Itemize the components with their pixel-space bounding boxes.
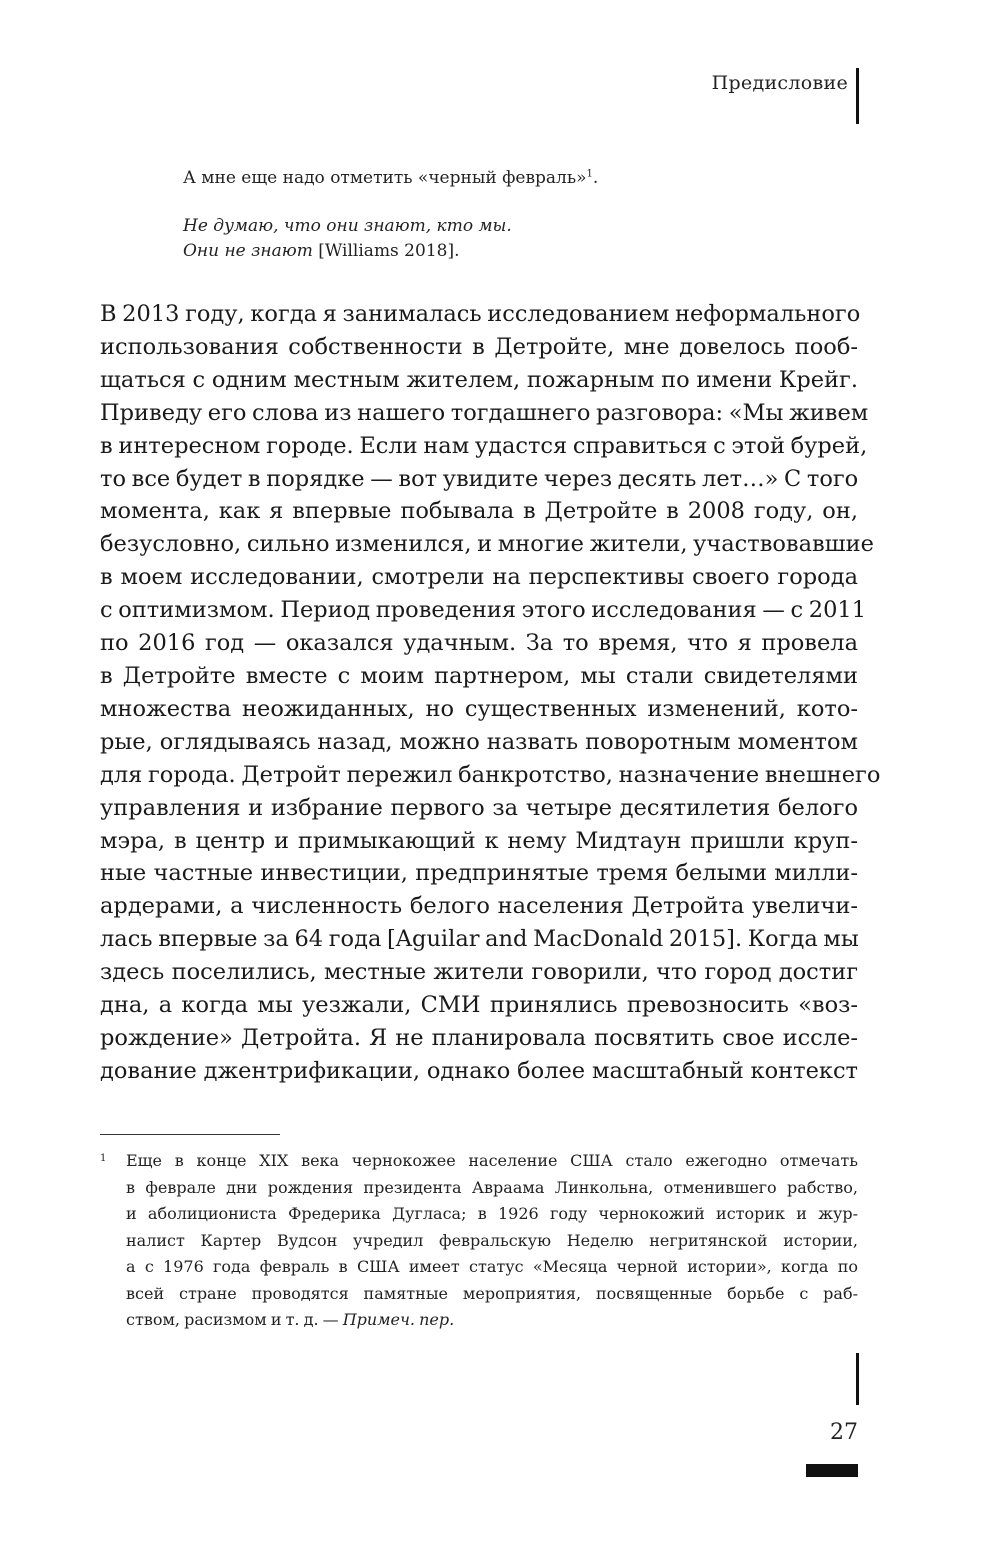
footnote-reference: 1 — [586, 168, 593, 180]
footnote-line: всей стране проводятся памятные мероприятия, посвященные борьбе с раб- — [126, 1283, 858, 1303]
footnote-line: в феврале дни рождения президента Авраама Линкольна, отменившего рабство, — [126, 1177, 858, 1197]
body-line: дование джентрификации, однако более масштабный контекст — [100, 1057, 858, 1084]
header-vertical-rule — [856, 68, 859, 124]
body-line: безусловно, сильно изменился, и многие жители, участвовавшие — [100, 531, 874, 558]
body-line: для города. Детройт пережил банкротство, назначение внешнего — [100, 761, 881, 788]
body-line: мэра, в центр и примыкающий к нему Мидтаун пришли круп- — [100, 827, 858, 854]
body-line: Приведу его слова из нашего тогдашнего разговора: «Мы живем — [100, 399, 869, 426]
body-line: в интересном городе. Если нам удастся справиться с этой бурей, — [100, 432, 868, 459]
footnote-line: и аболициониста Фредерика Дугласа; в 1926 году чернокожий историк и жур- — [126, 1204, 858, 1223]
body-line: ардерами, а численность белого населения Детройта увеличи- — [100, 893, 858, 920]
body-line: по 2016 год — оказался удачным. За то время, что я провела — [100, 630, 858, 657]
body-line: дна, а когда мы уезжали, СМИ принялись превозносить «воз- — [100, 992, 858, 1019]
page-number: 27 — [830, 1420, 858, 1445]
footnote-line — [126, 1307, 858, 1334]
footnote-translator-note: Примеч. пер. — [342, 1310, 455, 1329]
epigraph-citation: [Williams 2018]. — [312, 241, 460, 261]
footnote-last-text: ством, расизмом и т. д. — — [126, 1310, 343, 1329]
body-line: с оптимизмом. Период проведения этого исследования — с 2011 — [100, 597, 867, 624]
body-line: использования собственности в Детройте, мне довелось пооб- — [100, 333, 858, 360]
body-line: множества неожиданных, но существенных изменений, кото- — [100, 695, 858, 722]
footnote-separator — [100, 1134, 280, 1135]
footnote — [100, 1148, 858, 1334]
epigraph-quote-line-1: Не думаю, что они знают, кто мы. — [183, 216, 512, 236]
epigraph-quote-line-2 — [183, 239, 783, 264]
main-text — [100, 298, 881, 1088]
footer-vertical-rule — [856, 1353, 859, 1405]
body-line: момента, как я впервые побывала в Детройте в 2008 году, он, — [100, 498, 858, 525]
epigraph-quote-italic: Они не знают — [183, 241, 313, 261]
running-head: Предисловие — [711, 72, 848, 94]
epigraph — [183, 166, 783, 264]
body-line: здесь поселились, местные жители говорили, что город достиг — [100, 959, 858, 986]
body-line: В 2013 году, когда я занималась исследованием неформального — [100, 301, 861, 327]
footnote-marker: 1 — [100, 1153, 107, 1164]
page-number-bar — [806, 1464, 858, 1477]
body-line: то все будет в порядке — вот увидите через десять лет…» С того — [100, 465, 859, 492]
footnote-line: налист Картер Вудсон учредил февральскую Неделю негритянской истории, — [126, 1230, 858, 1250]
epigraph-line-1-end: . — [592, 168, 599, 188]
body-line: управления и избрание первого за четыре десятилетия белого — [100, 794, 858, 821]
body-line: рые, оглядываясь назад, можно назвать поворотным моментом — [100, 728, 858, 755]
body-line: щаться с одним местным жителем, пожарным по имени Крейг. — [100, 366, 858, 393]
epigraph-line-1-text: А мне еще надо отметить «черный февраль» — [183, 168, 587, 188]
epigraph-line-1 — [183, 166, 783, 191]
body-line: ные частные инвестиции, предпринятые тремя белыми милли- — [100, 860, 858, 887]
footnote-line: Еще в конце XIX века чернокожее население США стало ежегодно отмечать — [126, 1151, 858, 1170]
body-line: в Детройте вместе с моим партнером, мы стали свидетелями — [100, 662, 858, 689]
footnote-line: а с 1976 года февраль в США имеет статус «Месяца черной истории», когда по — [126, 1257, 858, 1276]
body-line: рождение» Детройта. Я не планировала посвятить свое иссле- — [100, 1024, 858, 1051]
body-line: в моем исследовании, смотрели на перспективы своего города — [100, 564, 858, 591]
body-line: лась впервые за 64 года [Aguilar and MacDonald 2015]. Когда мы — [100, 926, 859, 953]
